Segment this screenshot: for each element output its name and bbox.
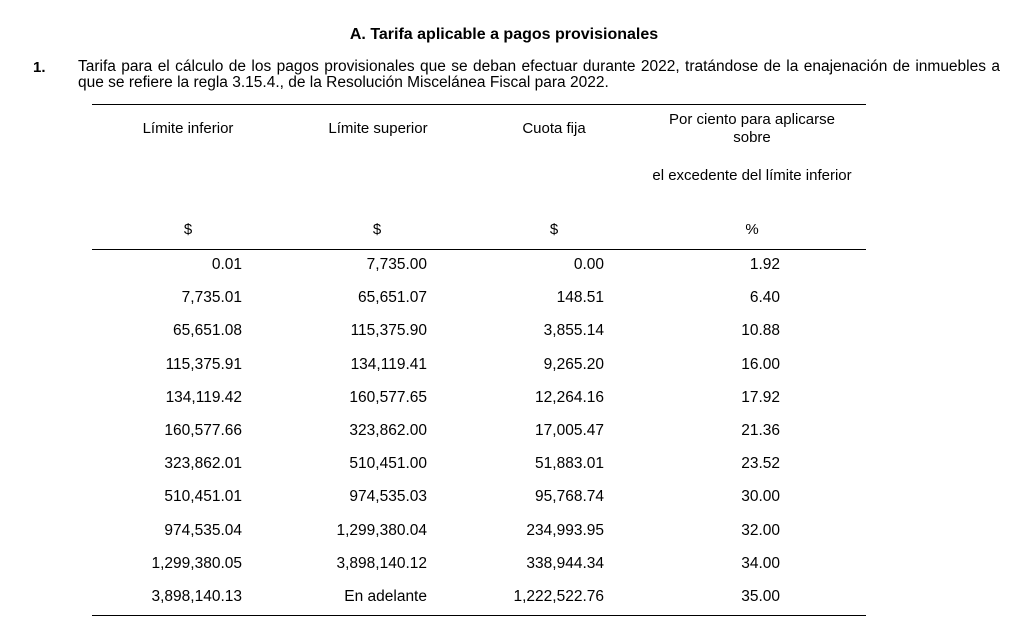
cell-limite-superior: 323,862.00 bbox=[349, 422, 427, 439]
header-cuota-fija: Cuota fija bbox=[522, 120, 586, 137]
item-number: 1. bbox=[33, 59, 46, 76]
cell-cuota-fija: 51,883.01 bbox=[535, 455, 604, 473]
cell-cuota-fija: 338,944.34 bbox=[526, 554, 604, 572]
cell-limite-inferior: 1,299,380.05 bbox=[151, 554, 242, 572]
cell-limite-superior: 3,898,140.12 bbox=[336, 554, 427, 572]
cell-cuota-fija: 1,222,522.76 bbox=[513, 588, 604, 605]
cell-cuota-fija: 17,005.47 bbox=[535, 422, 604, 439]
cell-por-ciento: 35.00 bbox=[741, 588, 780, 605]
cell-limite-superior: 65,651.07 bbox=[358, 289, 427, 307]
table-bottom-rule bbox=[92, 615, 866, 616]
cell-limite-superior: 7,735.00 bbox=[366, 256, 427, 273]
cell-cuota-fija: 0.00 bbox=[573, 256, 604, 273]
cell-cuota-fija: 12,264.16 bbox=[535, 388, 604, 406]
cell-limite-superior: 134,119.41 bbox=[350, 355, 427, 373]
cell-limite-superior: 510,451.00 bbox=[349, 455, 427, 473]
unit-col2: $ bbox=[372, 221, 382, 238]
cell-cuota-fija: 3,855.14 bbox=[543, 322, 604, 340]
cell-por-ciento: 16.00 bbox=[741, 355, 780, 373]
header-limite-superior: Límite superior bbox=[328, 120, 428, 137]
cell-limite-inferior: 115,375.91 bbox=[165, 355, 242, 373]
cell-limite-inferior: 65,651.08 bbox=[173, 322, 242, 340]
header-por-ciento-line1: Por ciento para aplicarse sobre bbox=[669, 111, 835, 146]
cell-cuota-fija: 9,265.20 bbox=[543, 355, 604, 373]
header-limite-inferior: Límite inferior bbox=[142, 120, 234, 137]
cell-por-ciento: 6.40 bbox=[749, 289, 780, 307]
cell-cuota-fija: 95,768.74 bbox=[535, 488, 604, 506]
table-top-rule bbox=[92, 104, 866, 105]
cell-limite-superior: 160,577.65 bbox=[349, 388, 427, 406]
cell-limite-inferior: 510,451.01 bbox=[164, 488, 242, 506]
cell-limite-superior: En adelante bbox=[344, 588, 427, 605]
intro-paragraph: Tarifa para el cálculo de los pagos provisionales que se deban efectuar durante 2022, tratándose de la enajenación de inmuebles a que se refiere la regla 3.15.4., de la Resolución Miscelánea Fiscal para 2022. bbox=[78, 58, 1000, 91]
cell-limite-inferior: 3,898,140.13 bbox=[151, 588, 242, 605]
cell-limite-superior: 974,535.03 bbox=[349, 488, 427, 506]
cell-por-ciento: 23.52 bbox=[741, 455, 780, 473]
cell-por-ciento: 1.92 bbox=[749, 256, 780, 273]
unit-col4: % bbox=[745, 221, 759, 238]
unit-col3: $ bbox=[549, 221, 559, 238]
cell-por-ciento: 21.36 bbox=[741, 422, 780, 439]
cell-limite-inferior: 0.01 bbox=[211, 256, 242, 273]
cell-limite-superior: 115,375.90 bbox=[350, 322, 427, 340]
cell-limite-inferior: 160,577.66 bbox=[164, 422, 242, 439]
cell-cuota-fija: 148.51 bbox=[556, 289, 604, 307]
cell-cuota-fija: 234,993.95 bbox=[526, 521, 604, 539]
cell-por-ciento: 17.92 bbox=[741, 388, 780, 406]
cell-limite-inferior: 323,862.01 bbox=[164, 455, 242, 473]
header-bottom-rule bbox=[92, 249, 866, 250]
cell-limite-superior: 1,299,380.04 bbox=[336, 521, 427, 539]
cell-por-ciento: 10.88 bbox=[741, 322, 780, 340]
cell-limite-inferior: 7,735.01 bbox=[181, 289, 242, 307]
cell-limite-inferior: 134,119.42 bbox=[165, 388, 242, 406]
cell-limite-inferior: 974,535.04 bbox=[164, 521, 242, 539]
section-title: A. Tarifa aplicable a pagos provisionales bbox=[349, 26, 659, 43]
header-por-ciento-line2: el excedente del límite inferior bbox=[652, 167, 852, 184]
unit-col1: $ bbox=[183, 221, 193, 238]
cell-por-ciento: 30.00 bbox=[741, 488, 780, 506]
cell-por-ciento: 34.00 bbox=[741, 554, 780, 572]
cell-por-ciento: 32.00 bbox=[741, 521, 780, 539]
